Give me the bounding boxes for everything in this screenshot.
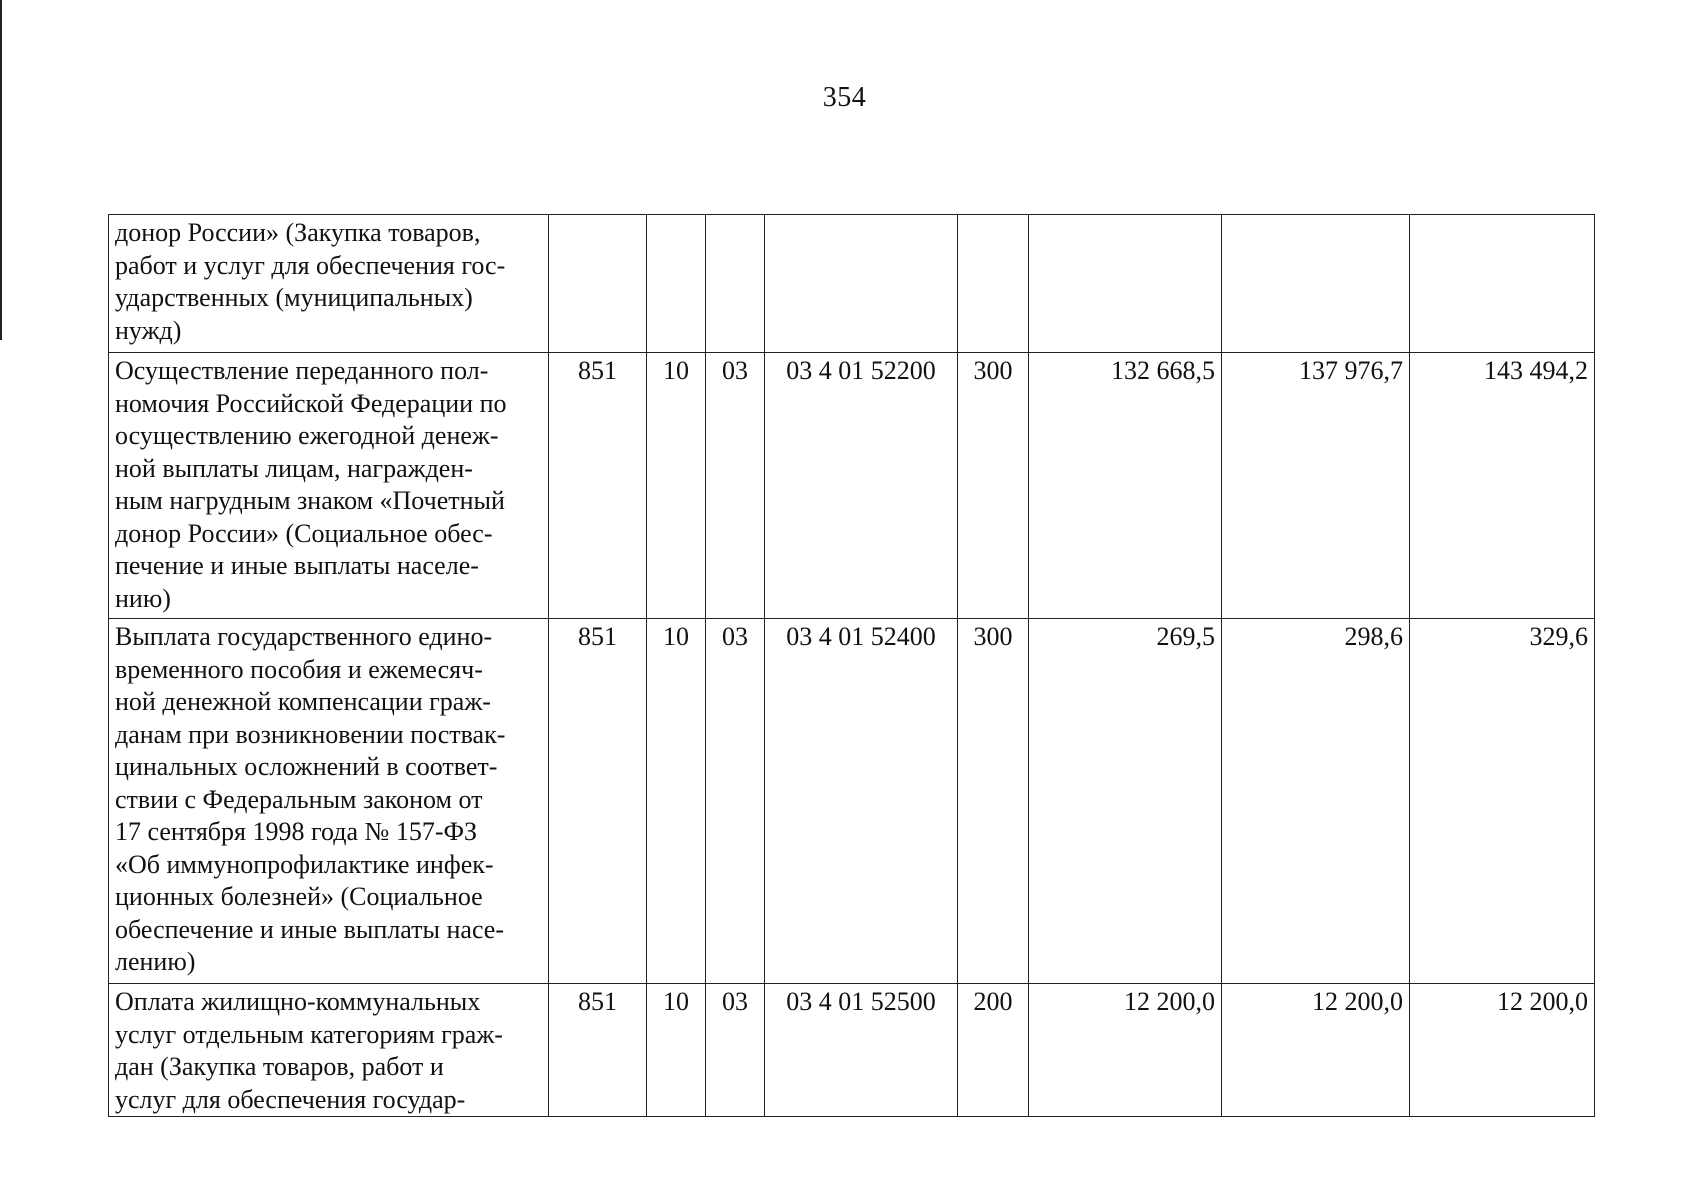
amount-year-3: [1410, 215, 1595, 353]
amount-year-2: 137 976,7: [1222, 353, 1410, 619]
amount-year-3: 143 494,2: [1410, 353, 1595, 619]
section-code: [647, 215, 706, 353]
grbs-code: 851: [549, 353, 647, 619]
table-row: [109, 215, 1595, 353]
amount-year-1: 269,5: [1029, 619, 1222, 984]
table-row: [109, 353, 1595, 619]
expense-type-code: 200: [958, 984, 1029, 1117]
table-row: [109, 619, 1595, 984]
subsection-code: [706, 215, 765, 353]
amount-year-2: [1222, 215, 1410, 353]
expense-type-code: 300: [958, 619, 1029, 984]
amount-year-2: 12 200,0: [1222, 984, 1410, 1117]
amount-year-1: 12 200,0: [1029, 984, 1222, 1117]
budget-table: [108, 214, 1595, 1117]
target-article-code: 03 4 01 52500: [765, 984, 958, 1117]
grbs-code: 851: [549, 984, 647, 1117]
subsection-code: 03: [706, 353, 765, 619]
row-description: донор России» (Закупка товаров, работ и услуг для обеспечения гос- ударственных (муниципальных) нужд): [109, 215, 549, 353]
row-description: Осуществление переданного пол- номочия Российской Федерации по осуществлению ежегодной денеж- ной выплаты лицам, награжден- ным нагрудным знаком «Почетный донор России» (Социальное обес- печение и иные выплаты населе- нию): [109, 353, 549, 619]
grbs-code: 851: [549, 619, 647, 984]
grbs-code: [549, 215, 647, 353]
amount-year-2: 298,6: [1222, 619, 1410, 984]
row-description: Оплата жилищно-коммунальных услуг отдельным категориям граж- дан (Закупка товаров, работ и услуг для обеспечения государ-: [109, 984, 549, 1117]
page-number: 354: [822, 82, 867, 113]
amount-year-3: 329,6: [1410, 619, 1595, 984]
target-article-code: 03 4 01 52400: [765, 619, 958, 984]
section-code: 10: [647, 984, 706, 1117]
section-code: 10: [647, 619, 706, 984]
target-article-code: [765, 215, 958, 353]
target-article-code: 03 4 01 52200: [765, 353, 958, 619]
subsection-code: 03: [706, 984, 765, 1117]
row-description: Выплата государственного едино- временного пособия и ежемесяч- ной денежной компенсации граж- данам при возникновении поствак- цинальных осложнений в соответ- ствии с Федеральным законом от 17 сентября 1998 года № 157-ФЗ «Об иммунопрофилактике инфек- ционных болезней» (Социальное обеспечение и иные выплаты насе- лению): [109, 619, 549, 984]
amount-year-3: 12 200,0: [1410, 984, 1595, 1117]
section-code: 10: [647, 353, 706, 619]
amount-year-1: [1029, 215, 1222, 353]
expense-type-code: 300: [958, 353, 1029, 619]
scan-edge-line: [0, 0, 2, 340]
table-row: [109, 984, 1595, 1117]
amount-year-1: 132 668,5: [1029, 353, 1222, 619]
subsection-code: 03: [706, 619, 765, 984]
expense-type-code: [958, 215, 1029, 353]
